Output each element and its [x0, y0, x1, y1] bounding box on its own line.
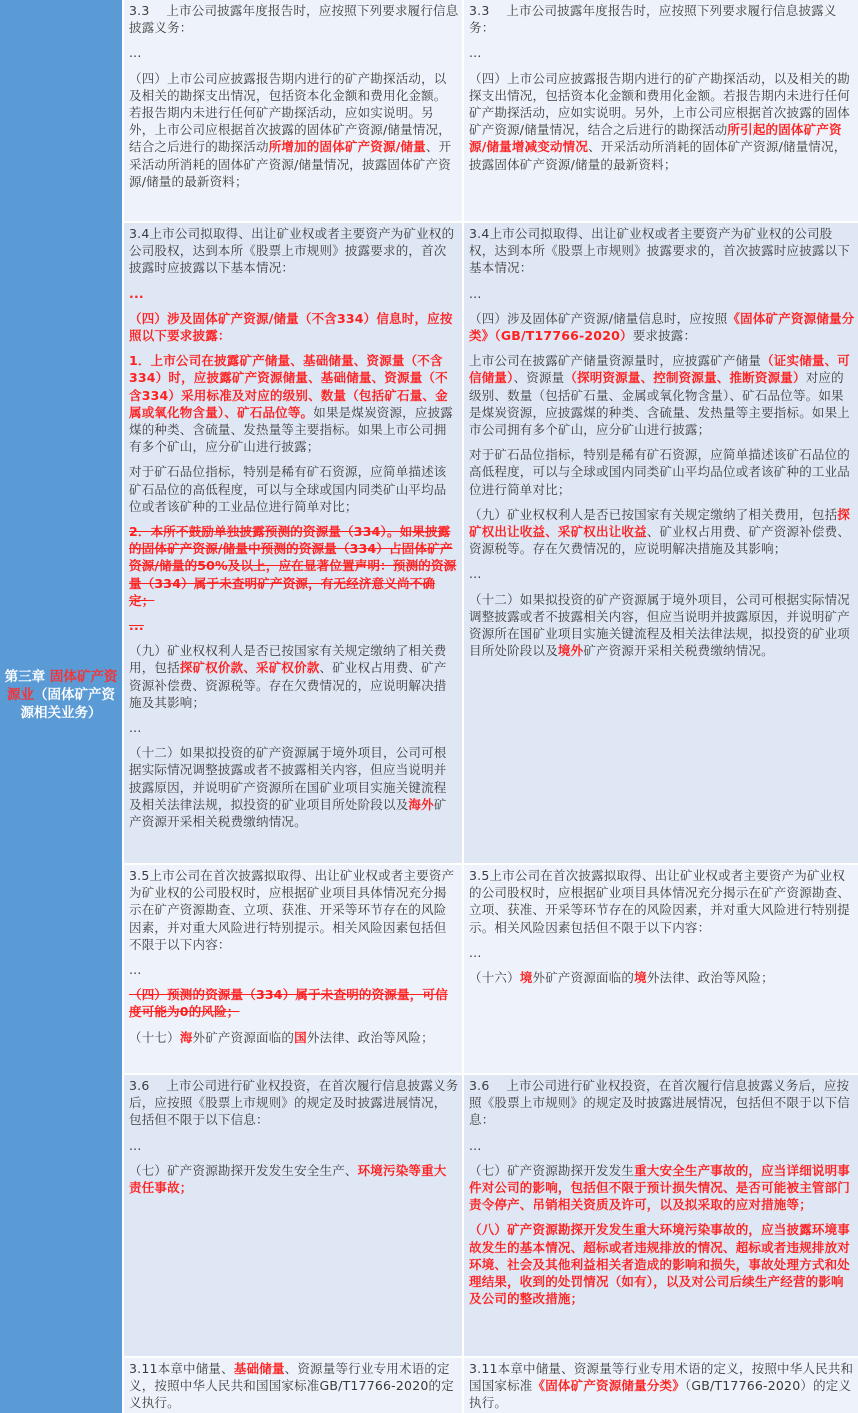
paragraph — [129, 2, 459, 36]
old-text-cell-3-3 — [124, 0, 462, 223]
paragraph — [469, 44, 855, 61]
paragraph-gap — [469, 438, 855, 446]
text-run: ... — [129, 45, 142, 61]
highlighted-text: （探明资源量、控制资源量、推断资源量） — [564, 370, 806, 386]
paragraph-gap — [469, 277, 855, 285]
text-run: （九）矿业权权利人是否已按国家有关规定缴纳了相关费用，包括 — [469, 506, 838, 522]
paragraph-gap — [129, 1021, 459, 1029]
text-run: 外法律、政治等风险； — [306, 1029, 434, 1045]
highlighted-text: 基础储量 — [233, 1361, 285, 1376]
paragraph — [469, 1360, 855, 1412]
paragraph-gap — [129, 736, 459, 744]
highlighted-text: 海 — [179, 1029, 193, 1045]
paragraph — [469, 1137, 855, 1154]
new-text-cell-3-6 — [462, 1075, 858, 1358]
text-run: 3.6 上市公司进行矿业权投资，在首次履行信息披露义务后，应按照《股票上市规则》的规定及时披露进展情况，包括但不限于以下信息： — [129, 1078, 459, 1128]
chapter-prefix: 第三章 — [4, 669, 50, 685]
paragraph-gap — [129, 344, 459, 352]
paragraph-gap — [469, 62, 855, 70]
text-run: 如果是煤炭资源，应披露煤的种类、含硫量、发热量等主要指标。如果上市公司拥有多个矿山，应分矿山进行披露； — [129, 404, 453, 455]
text-run: 上市公司在披露矿产储量资源量时，应披露矿产储量 — [469, 353, 762, 369]
new-text-cell-3-4 — [462, 223, 858, 865]
text-run: 3.5上市公司在首次披露拟取得、出让矿业权或者主要资产为矿业权的公司股权时，应根据矿业项目具体情况充分揭示在矿产资源勘查、立项、获准、开采等环节存在的风险因素，并对重大风险进行特别提示。相关风险因素包括但不限于以下内容： — [469, 868, 851, 935]
text-run: 、资源量等行业专用术语的定义，按照中华人民共和国国家标准GB/T17766-2020的定义执行。 — [129, 1361, 454, 1411]
old-text-cell-3-11 — [124, 1358, 462, 1413]
highlighted-text: （四）预测的资源量（334）属于未查明的资源量，可信度可能为0的风险； — [129, 987, 448, 1020]
paragraph — [129, 1360, 459, 1412]
highlighted-text: 所增加的固体矿产资源/储量 — [268, 139, 426, 155]
paragraph — [129, 642, 459, 711]
paragraph-gap — [469, 583, 855, 591]
highlighted-text: ... — [129, 618, 144, 634]
chapter-title — [4, 668, 118, 722]
paragraph — [129, 70, 459, 190]
text-run: 、资源量 — [513, 370, 565, 386]
text-run: （七）矿产资源勘探开发发生 — [469, 1162, 635, 1178]
text-run: 3.4上市公司拟取得、出让矿业权或者主要资产为矿业权的公司股权，达到本所《股票上市规则》披露要求的，首次披露时应披露以下基本情况： — [129, 226, 455, 276]
text-run: 外法律、政治等风险； — [646, 970, 774, 986]
text-run: ... — [469, 944, 482, 960]
paragraph-gap — [129, 62, 459, 70]
text-run: （四）上市公司应披露报告期内进行的矿产勘探活动，以及相关的勘探支出情况，包括资本化金额和费用化金额。若报告期内未进行任何矿产勘探活动，应如实说明。另外，上市公司应根据首次披露的固体矿产资源/储量情况，结合之后进行的勘探活动 — [129, 70, 451, 155]
paragraph — [129, 986, 459, 1020]
text-run: 外矿产资源面临的 — [192, 1029, 295, 1045]
highlighted-text: 《固体矿产资源储量分类》 — [532, 1378, 685, 1394]
new-text-cell-3-11 — [462, 1358, 858, 1413]
paragraph-gap — [469, 36, 855, 44]
paragraph-gap — [469, 1129, 855, 1137]
highlighted-text: 境 — [634, 970, 647, 986]
text-run: ... — [129, 720, 142, 736]
paragraph-gap — [469, 344, 855, 352]
text-run: 3.11本章中储量、 — [129, 1361, 234, 1376]
paragraph — [469, 506, 855, 558]
text-run: ... — [469, 1137, 482, 1153]
paragraph-gap — [129, 634, 459, 642]
text-run: ... — [129, 962, 142, 978]
text-run: ... — [469, 566, 482, 582]
highlighted-text: 所引起的固体矿产资源/储量增减变动情况 — [469, 122, 842, 155]
paragraph-gap — [129, 36, 459, 44]
text-run: 对于矿石品位指标，特别是稀有矿石资源，应简单描述该矿石品位的高低程度，可以与全球或国内同类矿山平均品位或者该矿种的工业品位进行简单对比； — [469, 447, 851, 497]
paragraph-gap — [129, 1129, 459, 1137]
text-run: （十六） — [469, 970, 520, 986]
paragraph-gap — [129, 609, 459, 617]
paragraph — [129, 867, 459, 953]
paragraph — [129, 1137, 459, 1154]
highlighted-text: （证实储量、可信储量） — [469, 353, 851, 386]
highlighted-text: 境外 — [557, 643, 584, 659]
text-run: 3.5上市公司在首次披露拟取得、出让矿业权或者主要资产为矿业权的公司股权时，应根据矿业项目具体情况充分揭示在矿产资源勘查、立项、获准、开采等环节存在的风险因素，并对重大风险进行特别提示。相关风险因素包括但不限于以下内容： — [129, 868, 455, 952]
paragraph — [469, 352, 855, 438]
paragraph — [469, 1162, 855, 1214]
highlighted-text: 境 — [519, 970, 533, 986]
paragraph — [469, 1221, 855, 1307]
paragraph — [129, 310, 459, 344]
chapter-column — [0, 0, 124, 1413]
text-run: （九）矿业权权利人是否已按国家有关规定缴纳了相关费用，包括 — [129, 643, 447, 676]
text-run: 、矿业权占用费、矿产资源补偿费、资源税等。存在欠费情况的，应说明解决措施及其影响； — [469, 524, 851, 557]
highlighted-text: 1．上市公司在披露矿产储量、基础储量、资源量（不含334）时，应披露矿产资源储量、基础储量、资源量（不含334）采用标准及对应的级别、数量（包括矿石量、金属或氧化物含量）、矿石品位等。 — [129, 353, 448, 420]
text-run: 3.3 上市公司披露年度报告时，应按照下列要求履行信息披露义务： — [469, 3, 837, 36]
paragraph — [469, 446, 855, 498]
text-run: （四）涉及固体矿产资源/储量信息时，应按照 — [469, 310, 728, 326]
paragraph-gap — [469, 557, 855, 565]
paragraph — [129, 44, 459, 61]
text-run: 3.4上市公司拟取得、出让矿业权或者主要资产为矿业权的公司股权，达到本所《股票上市规则》披露要求的，首次披露时应披露以下基本情况： — [469, 226, 851, 276]
highlighted-text: 重大安全生产事故的，应当详细说明事件对公司的影响，包括但不限于预计损失情况、是否可能被主管部门责令停产、吊销相关资质及许可，以及拟采取的应对措施等； — [469, 1162, 851, 1213]
highlighted-text: 探矿权价款、采矿权价款 — [179, 660, 320, 676]
text-run: （七）矿产资源勘探开发发生安全生产、 — [129, 1162, 358, 1178]
highlighted-text: ... — [129, 285, 144, 301]
text-run: 矿产资源开采相关税费缴纳情况。 — [129, 796, 447, 830]
chapter-title-red: 固体矿产资源业 — [7, 669, 118, 703]
text-run: 外矿产资源面临的 — [532, 970, 635, 986]
old-text-cell-3-4 — [124, 223, 462, 865]
paragraph-gap — [129, 277, 459, 285]
highlighted-text: 海外 — [408, 796, 434, 812]
paragraph — [129, 1077, 459, 1129]
highlighted-text: 2．本所不鼓励单独披露预测的资源量（334）。如果披露的固体矿产资源/储量中预测的资源量（334）占固体矿产资源/储量的50%及以上，应在显著位置声明：预测的资源量（334）属于未查明矿产资源，有无经济意义尚不确定； — [129, 524, 457, 608]
paragraph — [129, 1162, 459, 1196]
paragraph-gap — [129, 953, 459, 961]
text-run: 、开采活动所消耗的固体矿产资源/储量情况，披露固体矿产资源/储量的最新资料； — [469, 139, 847, 172]
text-run: 3.11本章中储量、资源量等行业专用术语的定义，按照中华人民共和国国家标准 — [469, 1361, 854, 1394]
paragraph — [469, 969, 855, 986]
text-run: （十二）如果拟投资的矿产资源属于境外项目，公司可根据实际情况调整披露或者不披露相关内容，但应当说明并披露原因，并说明矿产资源所在国矿业项目实施关键流程及相关法律法规，拟投资的矿业项目所处阶段以及 — [129, 745, 447, 812]
paragraph-gap — [469, 1154, 855, 1162]
paragraph-gap — [469, 1213, 855, 1221]
text-run: （十七） — [129, 1029, 180, 1045]
paragraph-gap — [129, 711, 459, 719]
highlighted-text: 国 — [294, 1029, 307, 1045]
paragraph — [469, 70, 855, 173]
paragraph-gap — [469, 498, 855, 506]
paragraph — [469, 565, 855, 582]
text-run: ... — [469, 45, 482, 61]
paragraph-gap — [129, 1154, 459, 1162]
paragraph — [469, 310, 855, 344]
text-run: （四）上市公司应披露报告期内进行的矿产勘探活动，以及相关的勘探支出情况，包括资本化金额和费用化金额。若报告期内未进行任何矿产勘探活动，应如实说明。另外，上市公司应根据首次披露的固体矿产资源/储量情况，结合之后进行的勘探活动 — [469, 70, 851, 138]
paragraph — [129, 961, 459, 978]
highlighted-text: 环境污染等重大责任事故； — [129, 1162, 447, 1196]
text-run: 对应的级别、数量（包括矿石量、金属或氧化物含量）、矿石品位等。如果是煤炭资源，应披露煤的种类、含硫量、发热量等主要指标。如果上市公司拥有多个矿山，应分矿山进行披露； — [469, 370, 851, 438]
text-run: 、开采活动所消耗的固体矿产资源/储量情况，披露固体矿产资源/储量的最新资料； — [129, 139, 452, 189]
paragraph-gap — [469, 936, 855, 944]
paragraph — [129, 1029, 459, 1046]
paragraph — [469, 867, 855, 936]
paragraph — [469, 1077, 855, 1129]
text-run: ... — [469, 285, 482, 301]
text-run: 矿产资源开采相关税费缴纳情况。 — [583, 643, 774, 659]
paragraph — [129, 617, 459, 634]
paragraph-gap — [469, 302, 855, 310]
paragraph-gap — [129, 515, 459, 523]
text-run: （十二）如果拟投资的矿产资源属于境外项目，公司可根据实际情况调整披露或者不披露相关内容，但应当说明并披露原因，并说明矿产资源所在国矿业项目实施关键流程及相关法律法规，拟投资的矿业项目所处阶段以及 — [469, 591, 851, 659]
old-text-cell-3-6 — [124, 1075, 462, 1358]
old-text-cell-3-5 — [124, 865, 462, 1075]
paragraph-gap — [129, 978, 459, 986]
paragraph — [129, 285, 459, 302]
paragraph-gap — [129, 455, 459, 463]
chapter-suffix: （固体矿产资源相关业务） — [20, 687, 115, 721]
paragraph — [129, 719, 459, 736]
paragraph — [129, 225, 459, 277]
highlighted-text: 《固体矿产资源储量分类》（GB/T17766-2020） — [469, 310, 855, 344]
paragraph — [469, 2, 855, 36]
paragraph — [129, 744, 459, 830]
paragraph — [469, 944, 855, 961]
new-text-cell-3-3 — [462, 0, 858, 223]
text-run: ... — [129, 1137, 142, 1153]
paragraph — [469, 225, 855, 277]
paragraph — [129, 463, 459, 515]
text-run: 、矿业权占用费、矿产资源补偿费、资源税等。存在欠费情况的，应说明解决措施及其影响； — [129, 660, 447, 710]
new-text-cell-3-5 — [462, 865, 858, 1075]
paragraph-gap — [129, 302, 459, 310]
highlighted-text: （八）矿产资源勘探开发发生重大环境污染事故的，应当披露环境事故发生的基本情况、超标或者违规排放的情况、超标或者违规排放对环境、社会及其他利益相关者造成的影响和损失，事故处理方式和处理结果，收到的处罚情况（如有），以及对公司后续生产经营的影响及公司的整改措施； — [469, 1222, 851, 1307]
paragraph-gap — [469, 961, 855, 969]
text-run: 要求披露： — [632, 328, 697, 344]
text-run: 对于矿石品位指标，特别是稀有矿石资源，应简单描述该矿石品位的高低程度，可以与全球或国内同类矿山平均品位或者该矿种的工业品位进行简单对比； — [129, 464, 447, 514]
text-run: 3.3 上市公司披露年度报告时，应按照下列要求履行信息披露义务： — [129, 3, 459, 36]
text-run: （GB/T17766-2020）的定义执行。 — [469, 1378, 852, 1411]
paragraph — [469, 285, 855, 302]
highlighted-text: 探矿权出让收益、采矿权出让收益 — [469, 506, 851, 540]
paragraph — [129, 523, 459, 609]
highlighted-text: （四）涉及固体矿产资源/储量（不含334）信息时，应按照以下要求披露： — [129, 310, 453, 344]
text-run: 3.6 上市公司进行矿业权投资，在首次履行信息披露义务后，应按照《股票上市规则》的规定及时披露进展情况，包括但不限于以下信息： — [469, 1078, 851, 1128]
paragraph — [129, 352, 459, 455]
paragraph — [469, 591, 855, 660]
